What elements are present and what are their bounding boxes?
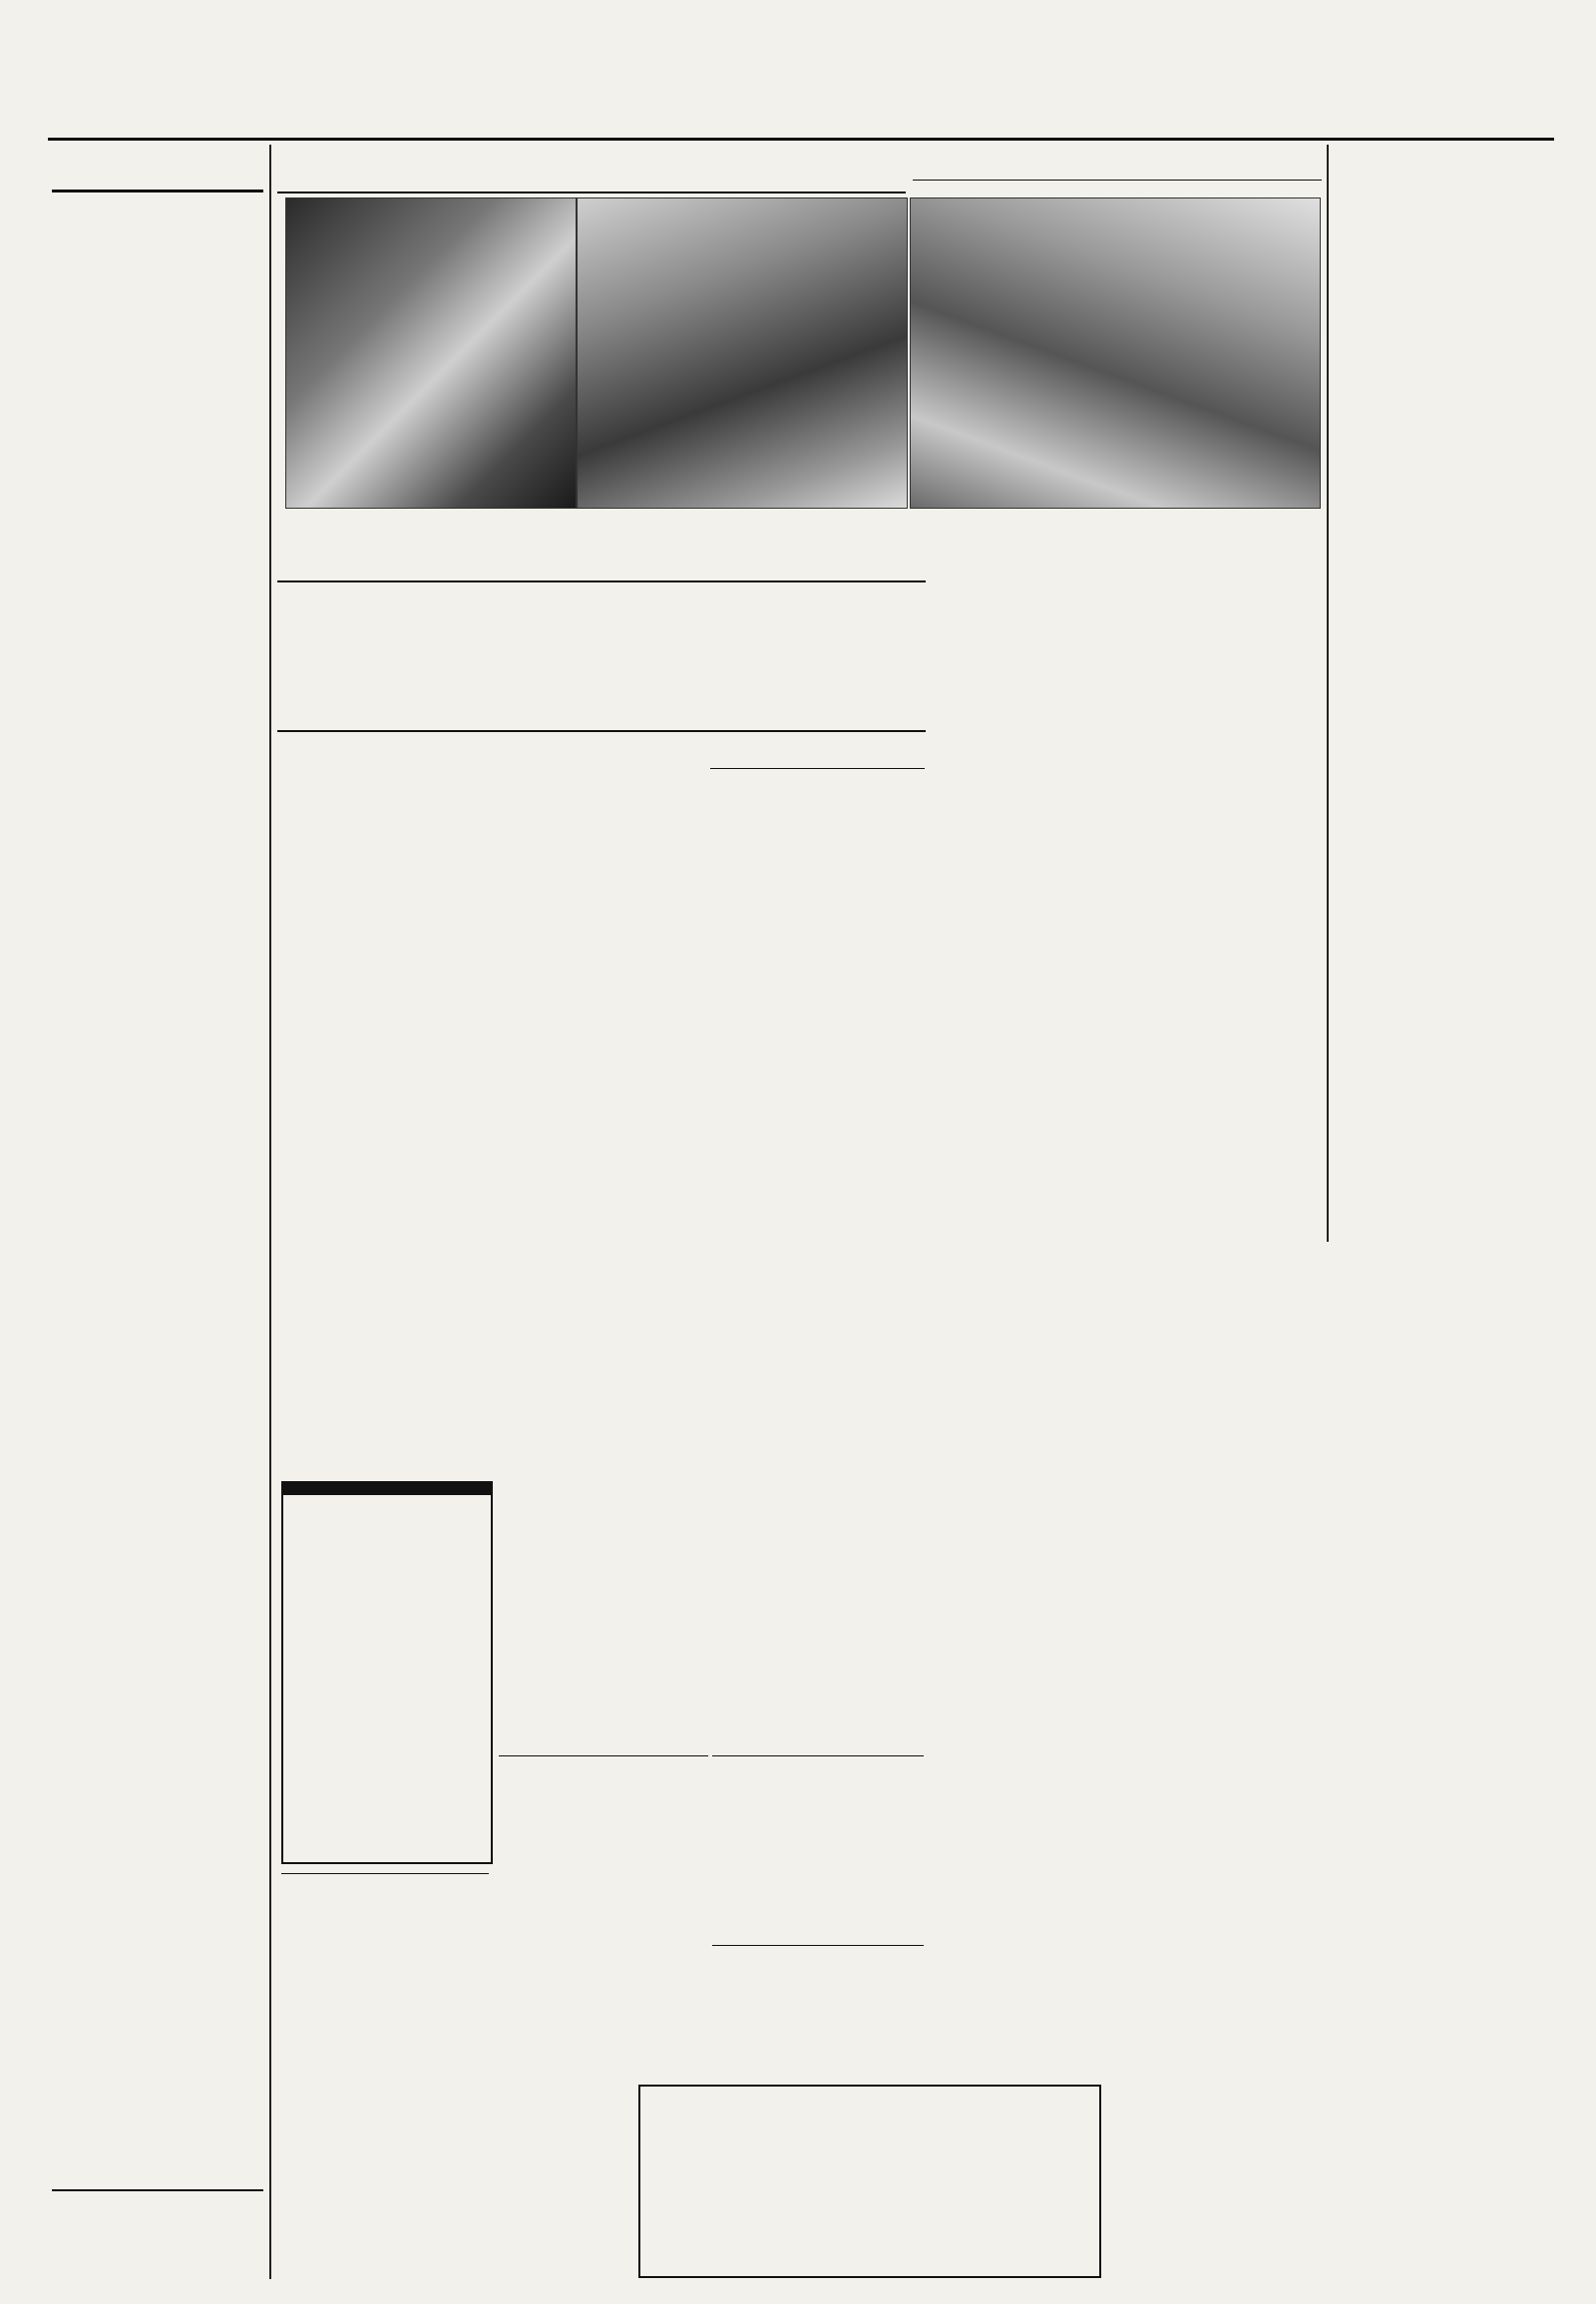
aphrodisia-body <box>52 2195 263 2253</box>
doctor-body <box>712 1950 924 2032</box>
photo-title-rule <box>277 192 906 193</box>
hospital-body <box>281 1877 489 1985</box>
classes-top-rule <box>710 768 925 769</box>
notes-text2 <box>52 361 263 690</box>
aphrodisia-ad <box>52 2189 263 2281</box>
romania-rule <box>913 180 1322 181</box>
exchange-note <box>933 600 1152 648</box>
ships-body <box>933 1516 1152 1895</box>
fair-body <box>712 1759 924 1899</box>
typewriter-ad <box>281 2040 489 2279</box>
pharma-notice <box>499 1755 708 2056</box>
protest-col1b <box>281 1177 486 1466</box>
notes-text8 <box>52 1793 263 1903</box>
children-caption <box>773 511 1319 571</box>
notes-text3 <box>52 694 263 874</box>
protest-top-rule <box>277 580 926 582</box>
notes-rule <box>52 190 263 192</box>
fair-notice <box>712 1755 924 1936</box>
triplets-photo <box>285 197 577 509</box>
children-camp-photo <box>910 197 1321 509</box>
exchange-wheat <box>933 746 1152 786</box>
theatre-ad <box>281 1481 493 1864</box>
protest-col1 <box>281 738 486 1167</box>
notes-text10 <box>52 2051 263 2180</box>
column-divider <box>1327 145 1329 1242</box>
notes-text7 <box>52 1594 263 1763</box>
exchange-section <box>933 588 1152 1466</box>
nurses-photo <box>577 197 908 509</box>
notes-text9 <box>52 1931 263 2021</box>
notes-text4 <box>52 900 263 1189</box>
sulfarsenol-ad <box>638 2085 1101 2278</box>
column-divider <box>269 145 271 2279</box>
exchange-foreign <box>933 686 1152 746</box>
exchange-gold <box>933 648 1152 686</box>
hospital-notice <box>281 1873 489 2034</box>
masthead-rule <box>48 138 1554 141</box>
notes-text6 <box>52 1364 263 1564</box>
theatre-name <box>283 1483 491 1495</box>
ships-tail <box>712 1516 924 1745</box>
pharma-body <box>499 1759 708 2021</box>
protest-bottom-rule <box>277 730 926 732</box>
classes-body <box>710 888 926 1307</box>
notes-text1 <box>52 221 263 336</box>
triplets-caption <box>285 511 764 580</box>
doctor-ad <box>712 1945 924 2066</box>
protest-col2 <box>495 738 704 1466</box>
notes-text5 <box>52 1217 263 1337</box>
